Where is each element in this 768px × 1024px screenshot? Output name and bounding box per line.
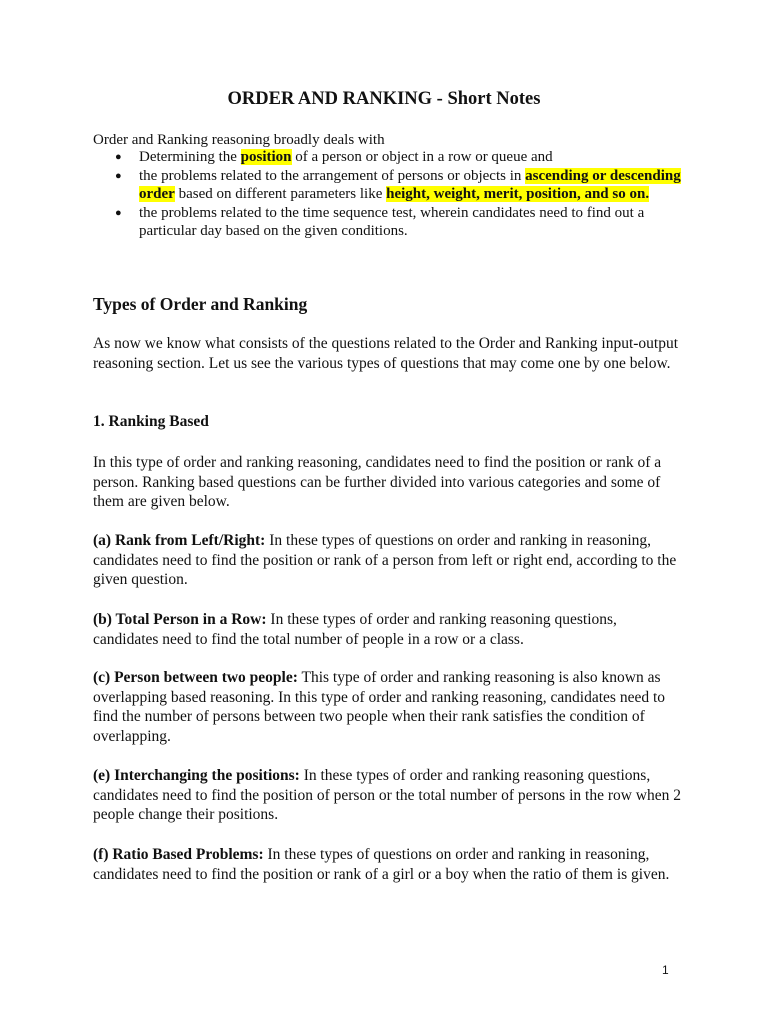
item-label: (e) Interchanging the positions: [93,767,300,784]
bullet-dot-icon: ● [115,169,122,182]
bullet-text: based on different parameters like [174,186,387,202]
bullet-list [93,148,683,241]
item-text: In these types of questions on order and ranking in reasoning, candidates need to find the position or rank of a person from left or right end, according to the given question. [93,532,677,589]
highlighted-term: position [240,149,292,165]
item-text: In these types of questions on order and ranking in reasoning, candidates need to find the position or rank of a girl or a boy when the ratio of them is given. [93,846,670,883]
subheading-ranking-based: 1. Ranking Based [93,413,209,430]
ranking-intro: In this type of order and ranking reasoning, candidates need to find the position or rank of a person. Ranking based questions can be further divided into various categories and some of them are given below. [93,454,662,511]
bullet-text: the problems related to the time sequence test, wherein candidates need to find out a particular day based on the given conditions. [139,204,645,239]
item-total-person [93,610,683,649]
item-text: In these types of order and ranking reasoning questions, candidates need to find the total number of people in a row or a class. [93,611,617,648]
intro-text: Order and Ranking reasoning broadly deals with [93,132,385,148]
item-person-between [93,668,683,747]
bullet-text: the problems related to the arrangement of persons or objects in [139,167,526,184]
highlighted-term: ascending or descending order [139,167,681,202]
page-number: 1 [662,963,669,977]
bullet-dot-icon: ● [115,206,122,219]
item-label: (b) Total Person in a Row: [93,611,267,628]
item-label: (a) Rank from Left/Right: [93,532,266,549]
item-interchanging [93,766,683,825]
bullet-text: of a person or object in a row or queue and [291,149,553,165]
bullet-dot-icon: ● [115,151,122,163]
bullet-item-time-sequence [93,204,683,241]
section-heading: Types of Order and Ranking [93,294,308,314]
highlighted-term: height, weight, merit, position, and so on. [386,186,650,202]
bullet-item-position [93,148,683,167]
bullet-text: Determining the [139,149,241,165]
item-ratio-based [93,845,683,884]
item-label: (c) Person between two people: [93,669,298,686]
item-rank-left-right [93,531,683,590]
document-title: ORDER AND RANKING - Short Notes [227,89,541,109]
item-text: This type of order and ranking reasoning is also known as overlapping based reasoning. In this type of order and ranking reasoning, candidates need to find the number of persons between two people when their rank satisfies the condition of overlapping. [93,669,666,746]
item-label: (f) Ratio Based Problems: [93,846,264,863]
bullet-item-arrangement [93,167,683,204]
item-text: In these types of order and ranking reasoning questions, candidates need to find the position of person or the total number of persons in the row when 2 people change their positions. [93,767,682,824]
section-intro: As now we know what consists of the questions related to the Order and Ranking input-output reasoning section. Let us see the various types of questions that may come one by one below. [93,335,679,372]
